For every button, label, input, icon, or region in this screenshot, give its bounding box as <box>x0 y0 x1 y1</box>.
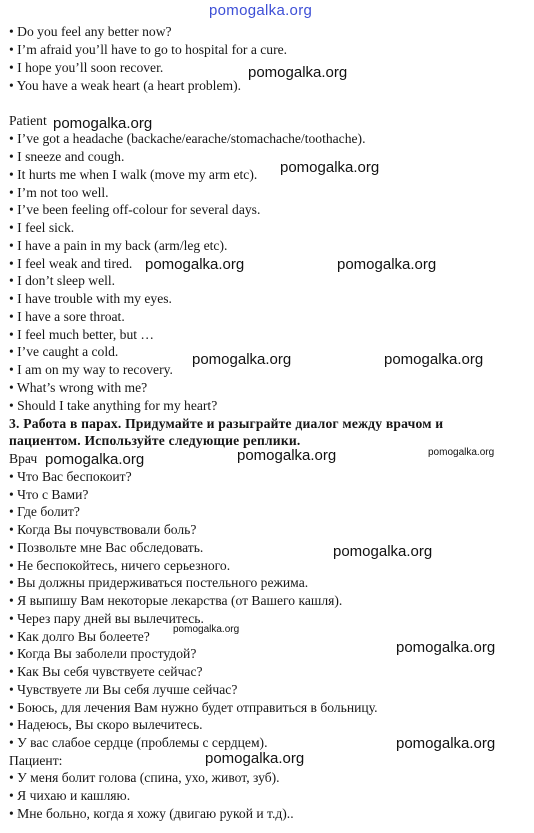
phrase-line: • I am on my way to recovery. <box>9 362 173 377</box>
phrase-line: • I sneeze and cough. <box>9 149 125 164</box>
phrase-line: • I’ve got a headache (backache/earache/stomachache/toothache). <box>9 131 366 146</box>
watermark: pomogalka.org <box>248 64 348 81</box>
phrase-line: • What’s wrong with me? <box>9 380 148 395</box>
watermark: pomogalka.org <box>192 351 292 368</box>
phrase-line: • I hope you’ll soon recover. <box>9 60 164 75</box>
phrase-line: • I have a pain in my back (arm/leg etc). <box>9 238 228 253</box>
phrase-line: • I feel much better, but … <box>9 327 155 342</box>
watermark: pomogalka.org <box>173 624 240 635</box>
task-heading-cont: пациентом. Используйте следующие реплики. <box>9 433 301 448</box>
phrase-line: • I’m afraid you’ll have to go to hospital for a cure. <box>9 42 288 57</box>
phrase-line: • Как долго Вы болеете? <box>9 629 150 644</box>
phrase-line: • I have a sore throat. <box>9 309 125 324</box>
watermark: pomogalka.org <box>205 750 305 767</box>
phrase-line: • I’ve been feeling off-colour for several days. <box>9 202 261 217</box>
phrase-line: • Я выпишу Вам некоторые лекарства (от Вашего кашля). <box>9 593 343 608</box>
phrase-line: • I’ve caught a cold. <box>9 344 119 359</box>
phrase-line: • Где болит? <box>9 504 80 519</box>
phrase-line: • It hurts me when I walk (move my arm etc). <box>9 167 258 182</box>
phrase-line: • Когда Вы почувствовали боль? <box>9 522 197 537</box>
phrase-line: • Я чихаю и кашляю. <box>9 788 131 803</box>
phrase-line: • I feel sick. <box>9 220 75 235</box>
doctor-heading: Врач <box>9 451 38 466</box>
phrase-line: • Когда Вы заболели простудой? <box>9 646 197 661</box>
phrase-line: • Позвольте мне Вас обследовать. <box>9 540 204 555</box>
watermark: pomogalka.org <box>333 543 433 560</box>
phrase-line: • Чувствуете ли Вы себя лучше сейчас? <box>9 682 238 697</box>
watermark: pomogalka.org <box>53 115 153 132</box>
phrase-line: • Через пару дней вы вылечитесь. <box>9 611 204 626</box>
patient-heading-en: Patient <box>9 113 47 128</box>
watermark: pomogalka.org <box>396 735 496 752</box>
phrase-line: • I don’t sleep well. <box>9 273 116 288</box>
phrase-line: • Мне больно, когда я хожу (двигаю рукой и т.д).. <box>9 806 294 821</box>
watermark: pomogalka.org <box>396 639 496 656</box>
phrase-line: • Вы должны придерживаться постельного режима. <box>9 575 309 590</box>
phrase-line: • I feel weak and tired. <box>9 256 133 271</box>
phrase-line: • I have trouble with my eyes. <box>9 291 172 306</box>
phrase-line: • Should I take anything for my heart? <box>9 398 218 413</box>
watermark: pomogalka.org <box>428 447 495 458</box>
watermark: pomogalka.org <box>337 256 437 273</box>
phrase-line: • Надеюсь, Вы скоро вылечитесь. <box>9 717 203 732</box>
phrase-line: • You have a weak heart (a heart problem). <box>9 78 241 93</box>
patient-heading-ru: Пациент: <box>9 753 63 768</box>
watermark: pomogalka.org <box>145 256 245 273</box>
phrase-line: • У вас слабое сердце (проблемы с сердцем). <box>9 735 268 750</box>
phrase-line: • Do you feel any better now? <box>9 24 172 39</box>
phrase-line: • I’m not too well. <box>9 185 109 200</box>
task-heading: 3. Работа в парах. Придумайте и разыграйте диалог между врачом и <box>9 416 444 431</box>
watermark: pomogalka.org <box>45 451 145 468</box>
phrase-line: • Что Вас беспокоит? <box>9 469 132 484</box>
phrase-line: • Что с Вами? <box>9 487 89 502</box>
phrase-line: • У меня болит голова (спина, ухо, живот, зуб). <box>9 770 280 785</box>
watermark: pomogalka.org <box>280 159 380 176</box>
phrase-line: • Как Вы себя чувствуете сейчас? <box>9 664 203 679</box>
watermark: pomogalka.org <box>237 447 337 464</box>
phrase-line: • Боюсь, для лечения Вам нужно будет отправиться в больницу. <box>9 700 378 715</box>
watermark: pomogalka.org <box>384 351 484 368</box>
watermark: pomogalka.org <box>209 2 313 19</box>
phrase-line: • Не беспокойтесь, ничего серьезного. <box>9 558 231 573</box>
